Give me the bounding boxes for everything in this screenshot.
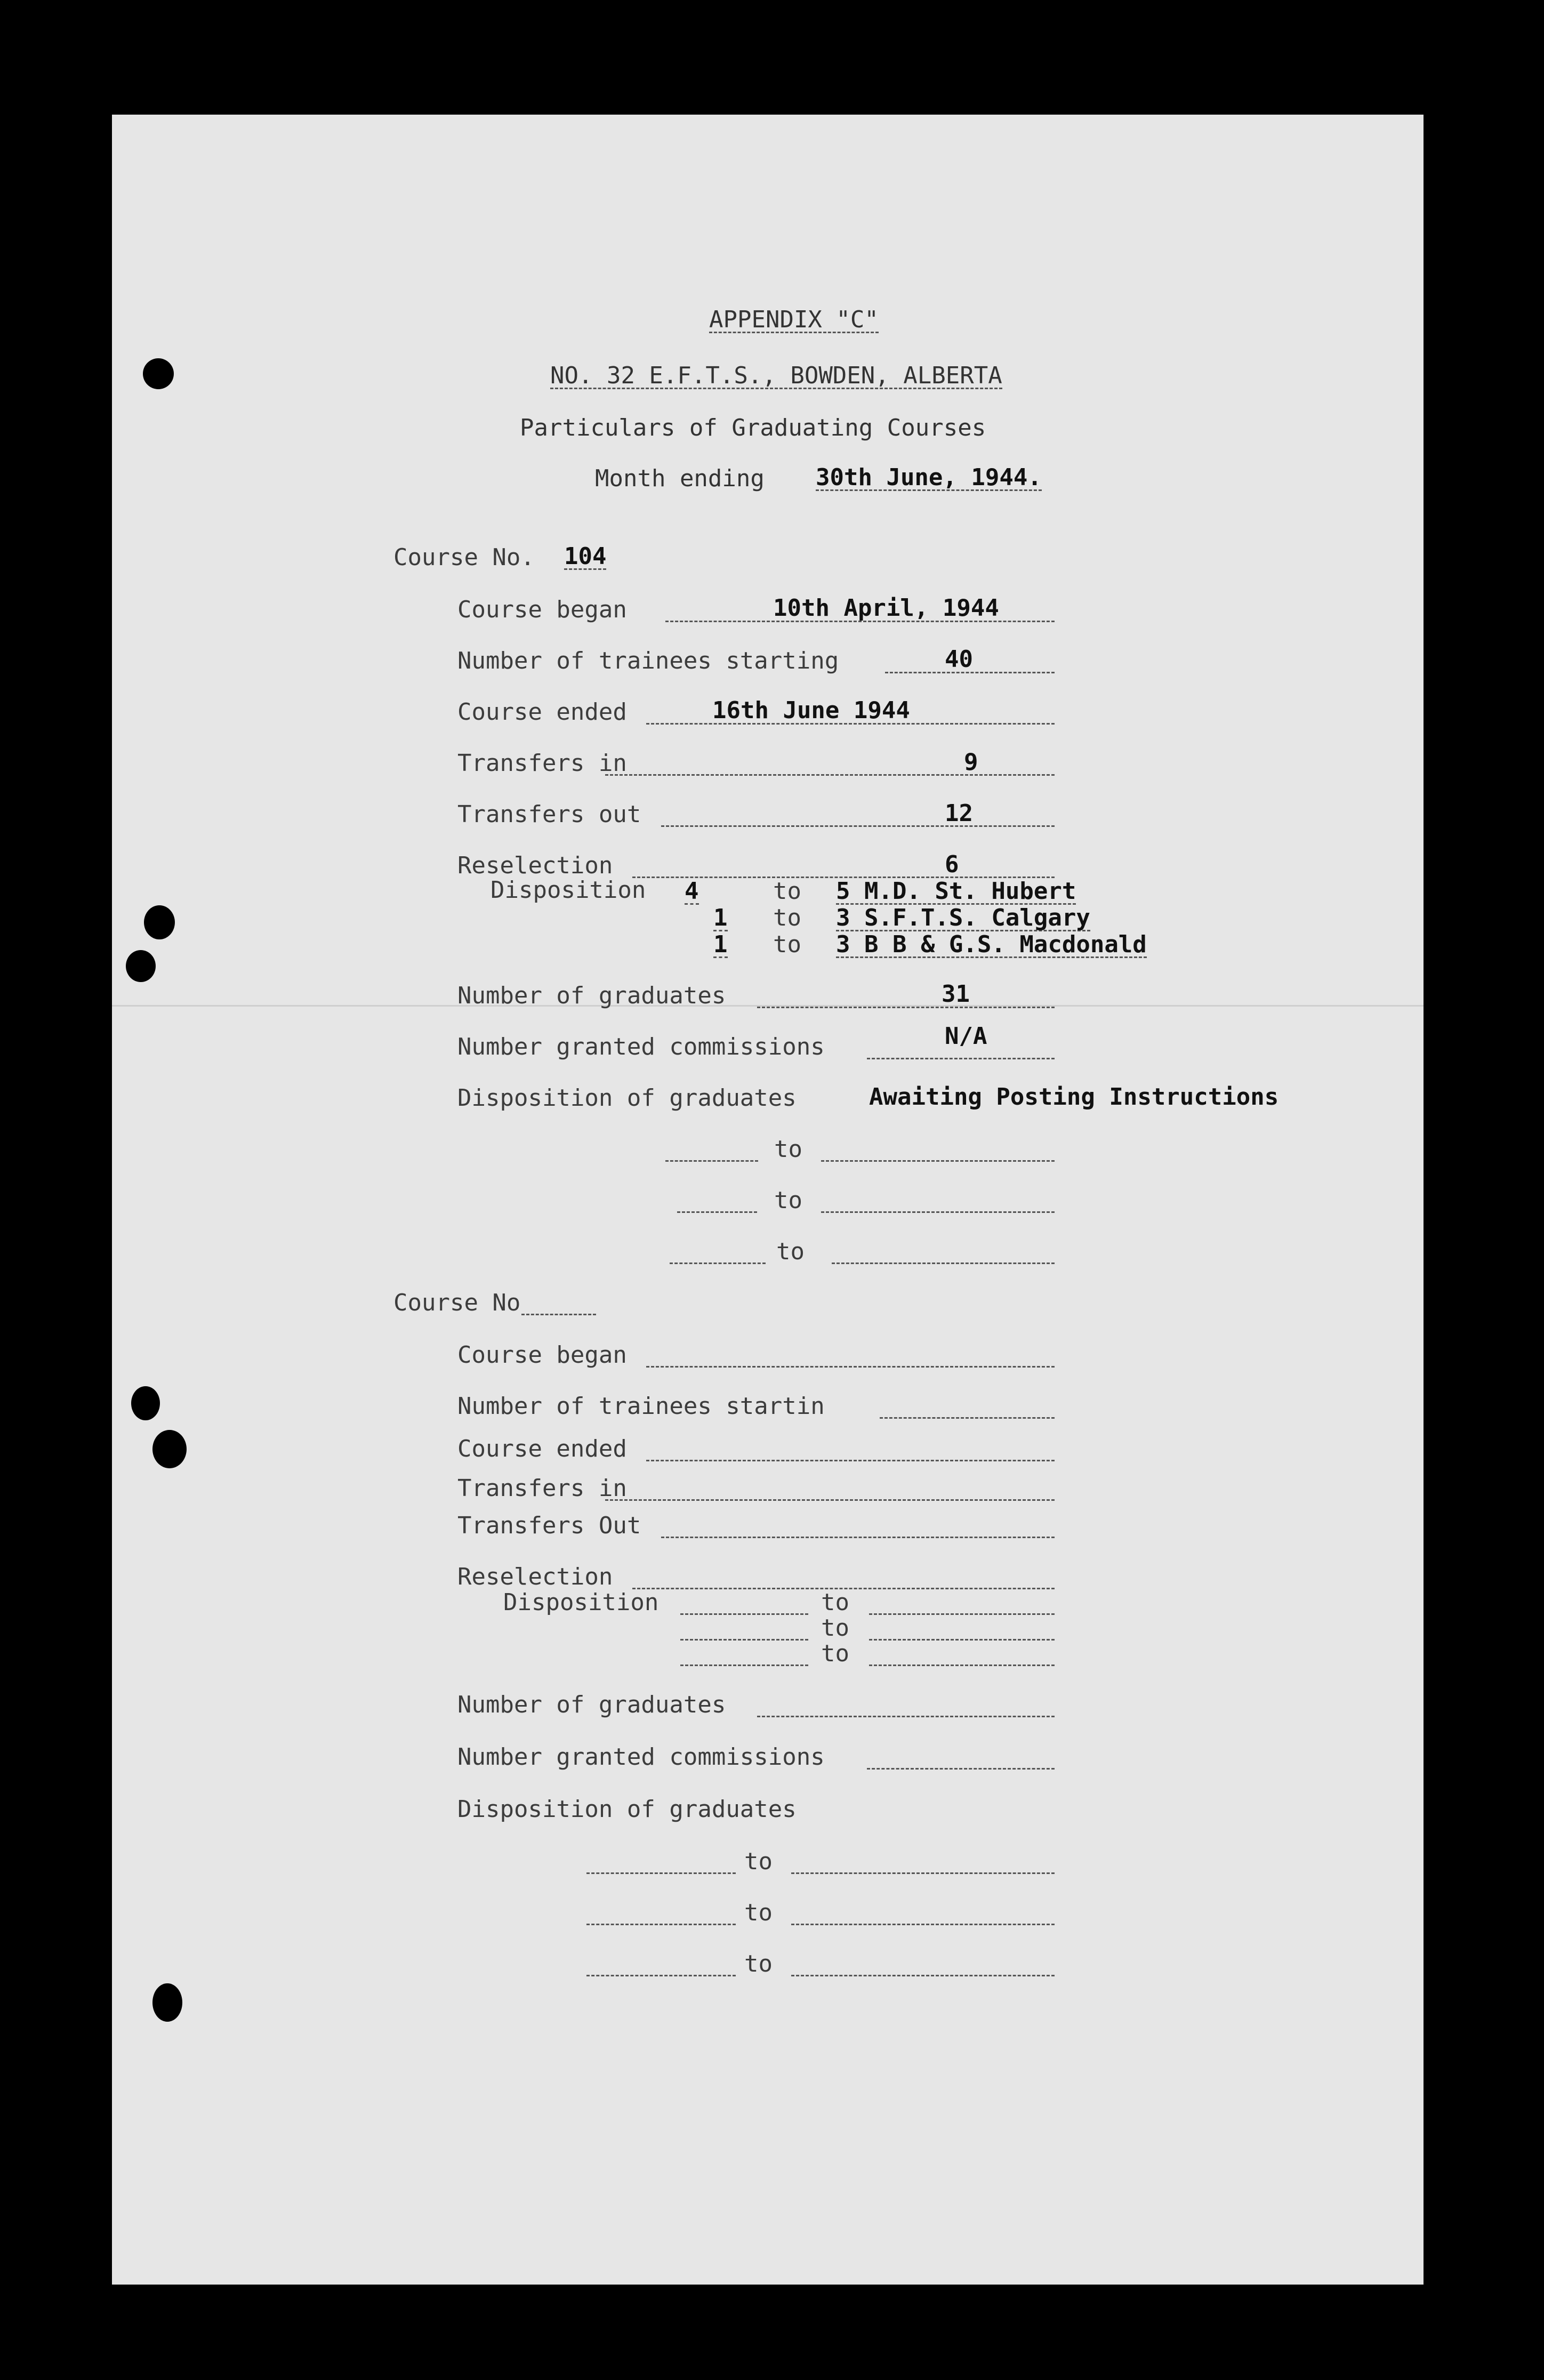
transfers-in-label: Transfers in <box>457 1475 627 1502</box>
course-began-value: 10th April, 1944 <box>773 594 999 622</box>
unit-title: NO. 32 E.F.T.S., BOWDEN, ALBERTA <box>550 362 1002 389</box>
transfers-in-label: Transfers in <box>457 750 627 777</box>
trainees-starting-label: Number of trainees startin <box>457 1393 825 1420</box>
month-ending-value: 30th June, 1944. <box>816 464 1042 491</box>
grad-to: to <box>776 1238 805 1265</box>
course-began-label: Course began <box>457 596 627 623</box>
disposition-label: Disposition <box>503 1589 659 1616</box>
disposition-to: to <box>773 931 801 958</box>
commissions-value: N/A <box>945 1023 987 1050</box>
disposition-to: to <box>821 1589 849 1616</box>
grad-to: to <box>774 1136 802 1163</box>
reselection-value: 6 <box>945 851 959 878</box>
graduates-value: 31 <box>942 980 970 1008</box>
disposition-to: to <box>773 904 801 931</box>
trainees-starting-label: Number of trainees starting <box>457 647 839 674</box>
punch-hole <box>143 358 174 389</box>
course-no-label: Course No <box>393 1289 521 1316</box>
commissions-label: Number granted commissions <box>457 1743 825 1771</box>
transfers-out-value: 12 <box>945 800 973 827</box>
course-no-label: Course No. <box>393 544 535 571</box>
grad-disposition-label: Disposition of graduates <box>457 1796 797 1823</box>
disposition-to: to <box>773 878 801 905</box>
graduates-label: Number of graduates <box>457 982 726 1009</box>
course-began-label: Course began <box>457 1341 627 1369</box>
grad-to: to <box>774 1187 802 1214</box>
commissions-label: Number granted commissions <box>457 1033 825 1060</box>
transfers-out-label: Transfers Out <box>457 1512 641 1539</box>
disposition-to: to <box>821 1614 849 1642</box>
grad-to: to <box>744 1899 773 1926</box>
grad-disposition-value: Awaiting Posting Instructions <box>869 1083 1279 1111</box>
disposition-label: Disposition <box>490 877 646 904</box>
course-ended-value: 16th June 1944 <box>712 697 910 724</box>
disposition-to: to <box>821 1640 849 1667</box>
grad-disposition-label: Disposition of graduates <box>457 1084 797 1112</box>
trainees-starting-value: 40 <box>945 646 973 673</box>
disposition-count: 1 <box>713 931 728 958</box>
transfers-out-label: Transfers out <box>457 801 641 828</box>
grad-to: to <box>744 1950 773 1977</box>
disposition-destination: 5 M.D. St. Hubert <box>836 878 1076 905</box>
grad-to: to <box>744 1848 773 1875</box>
punch-hole <box>126 950 156 982</box>
appendix-title: APPENDIX "C" <box>709 306 879 333</box>
punch-hole <box>131 1386 160 1420</box>
month-ending-label: Month ending <box>595 465 765 492</box>
reselection-label: Reselection <box>457 852 613 879</box>
graduates-label: Number of graduates <box>457 1691 726 1718</box>
report-subtitle: Particulars of Graduating Courses <box>520 414 986 441</box>
transfers-in-value: 9 <box>964 749 978 776</box>
disposition-count: 4 <box>685 878 699 905</box>
punch-hole <box>152 1983 182 2022</box>
punch-hole <box>152 1430 187 1468</box>
disposition-destination: 3 S.F.T.S. Calgary <box>836 904 1090 931</box>
course-ended-label: Course ended <box>457 1435 627 1462</box>
course-ended-label: Course ended <box>457 698 627 726</box>
disposition-destination: 3 B B & G.S. Macdonald <box>836 931 1147 958</box>
disposition-count: 1 <box>713 904 728 931</box>
reselection-label: Reselection <box>457 1563 613 1590</box>
course-no-value: 104 <box>564 543 607 570</box>
punch-hole <box>144 905 175 939</box>
